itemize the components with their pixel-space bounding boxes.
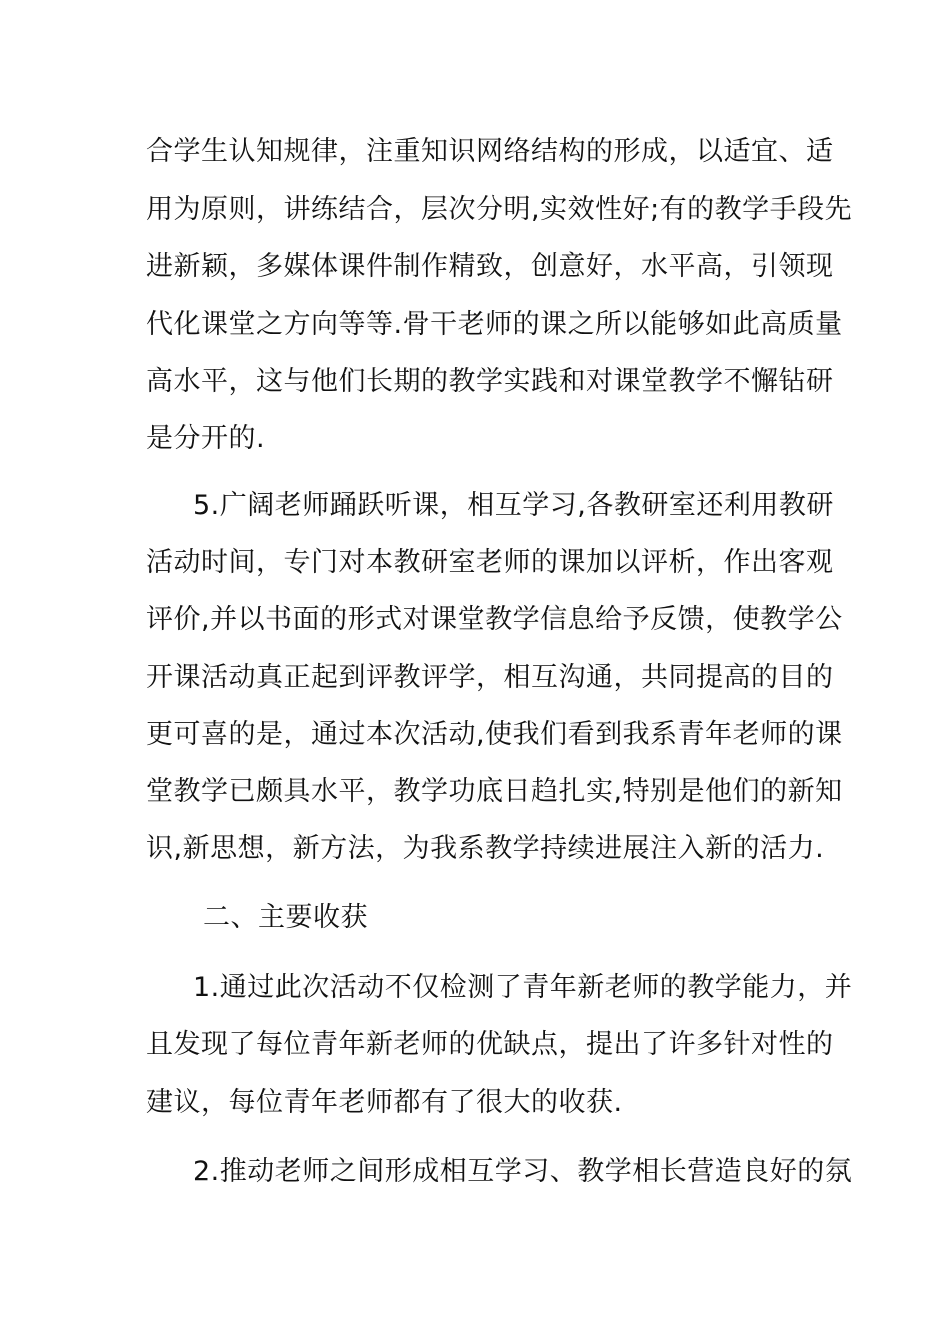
text-line: 用为原则，讲练结合，层次分明,实效性好;有的教学手段先	[146, 194, 853, 225]
text-line: 且发现了每位青年新老师的优缺点，提出了许多针对性的	[146, 1029, 834, 1060]
text-line: 1.通过此次活动不仅检测了青年新老师的教学能力，并	[193, 972, 853, 1003]
text-line: 建议，每位青年老师都有了很大的收获.	[146, 1087, 623, 1118]
text-line: 活动时间，专门对本教研室老师的课加以评析，作出客观	[146, 547, 834, 578]
text-line: 是分开的.	[146, 423, 266, 454]
text-line: 识,新思想，新方法，为我系教学持续进展注入新的活力.	[146, 833, 825, 864]
text-line: 堂教学已颇具水平，教学功底日趋扎实,特别是他们的新知	[146, 776, 843, 807]
text-line: 评价,并以书面的形式对课堂教学信息给予反馈，使教学公	[146, 604, 843, 635]
text-line: 5.广阔老师踊跃听课，相互学习,各教研室还利用教研	[193, 490, 834, 521]
section-heading: 二、主要收获	[203, 902, 368, 933]
text-line: 进新颖，多媒体课件制作精致，创意好，水平高，引领现	[146, 251, 834, 282]
text-line: 更可喜的是，通过本次活动,使我们看到我系青年老师的课	[146, 719, 843, 750]
text-line: 高水平，这与他们长期的教学实践和对课堂教学不懈钻研	[146, 366, 834, 397]
text-line: 2.推动老师之间形成相互学习、教学相长营造良好的氛	[193, 1156, 853, 1187]
text-line: 合学生认知规律，注重知识网络结构的形成，以适宜、适	[146, 136, 834, 167]
text-line: 代化课堂之方向等等.骨干老师的课之所以能够如此高质量	[146, 309, 843, 340]
text-line: 开课活动真正起到评教评学，相互沟通，共同提高的目的	[146, 662, 834, 693]
